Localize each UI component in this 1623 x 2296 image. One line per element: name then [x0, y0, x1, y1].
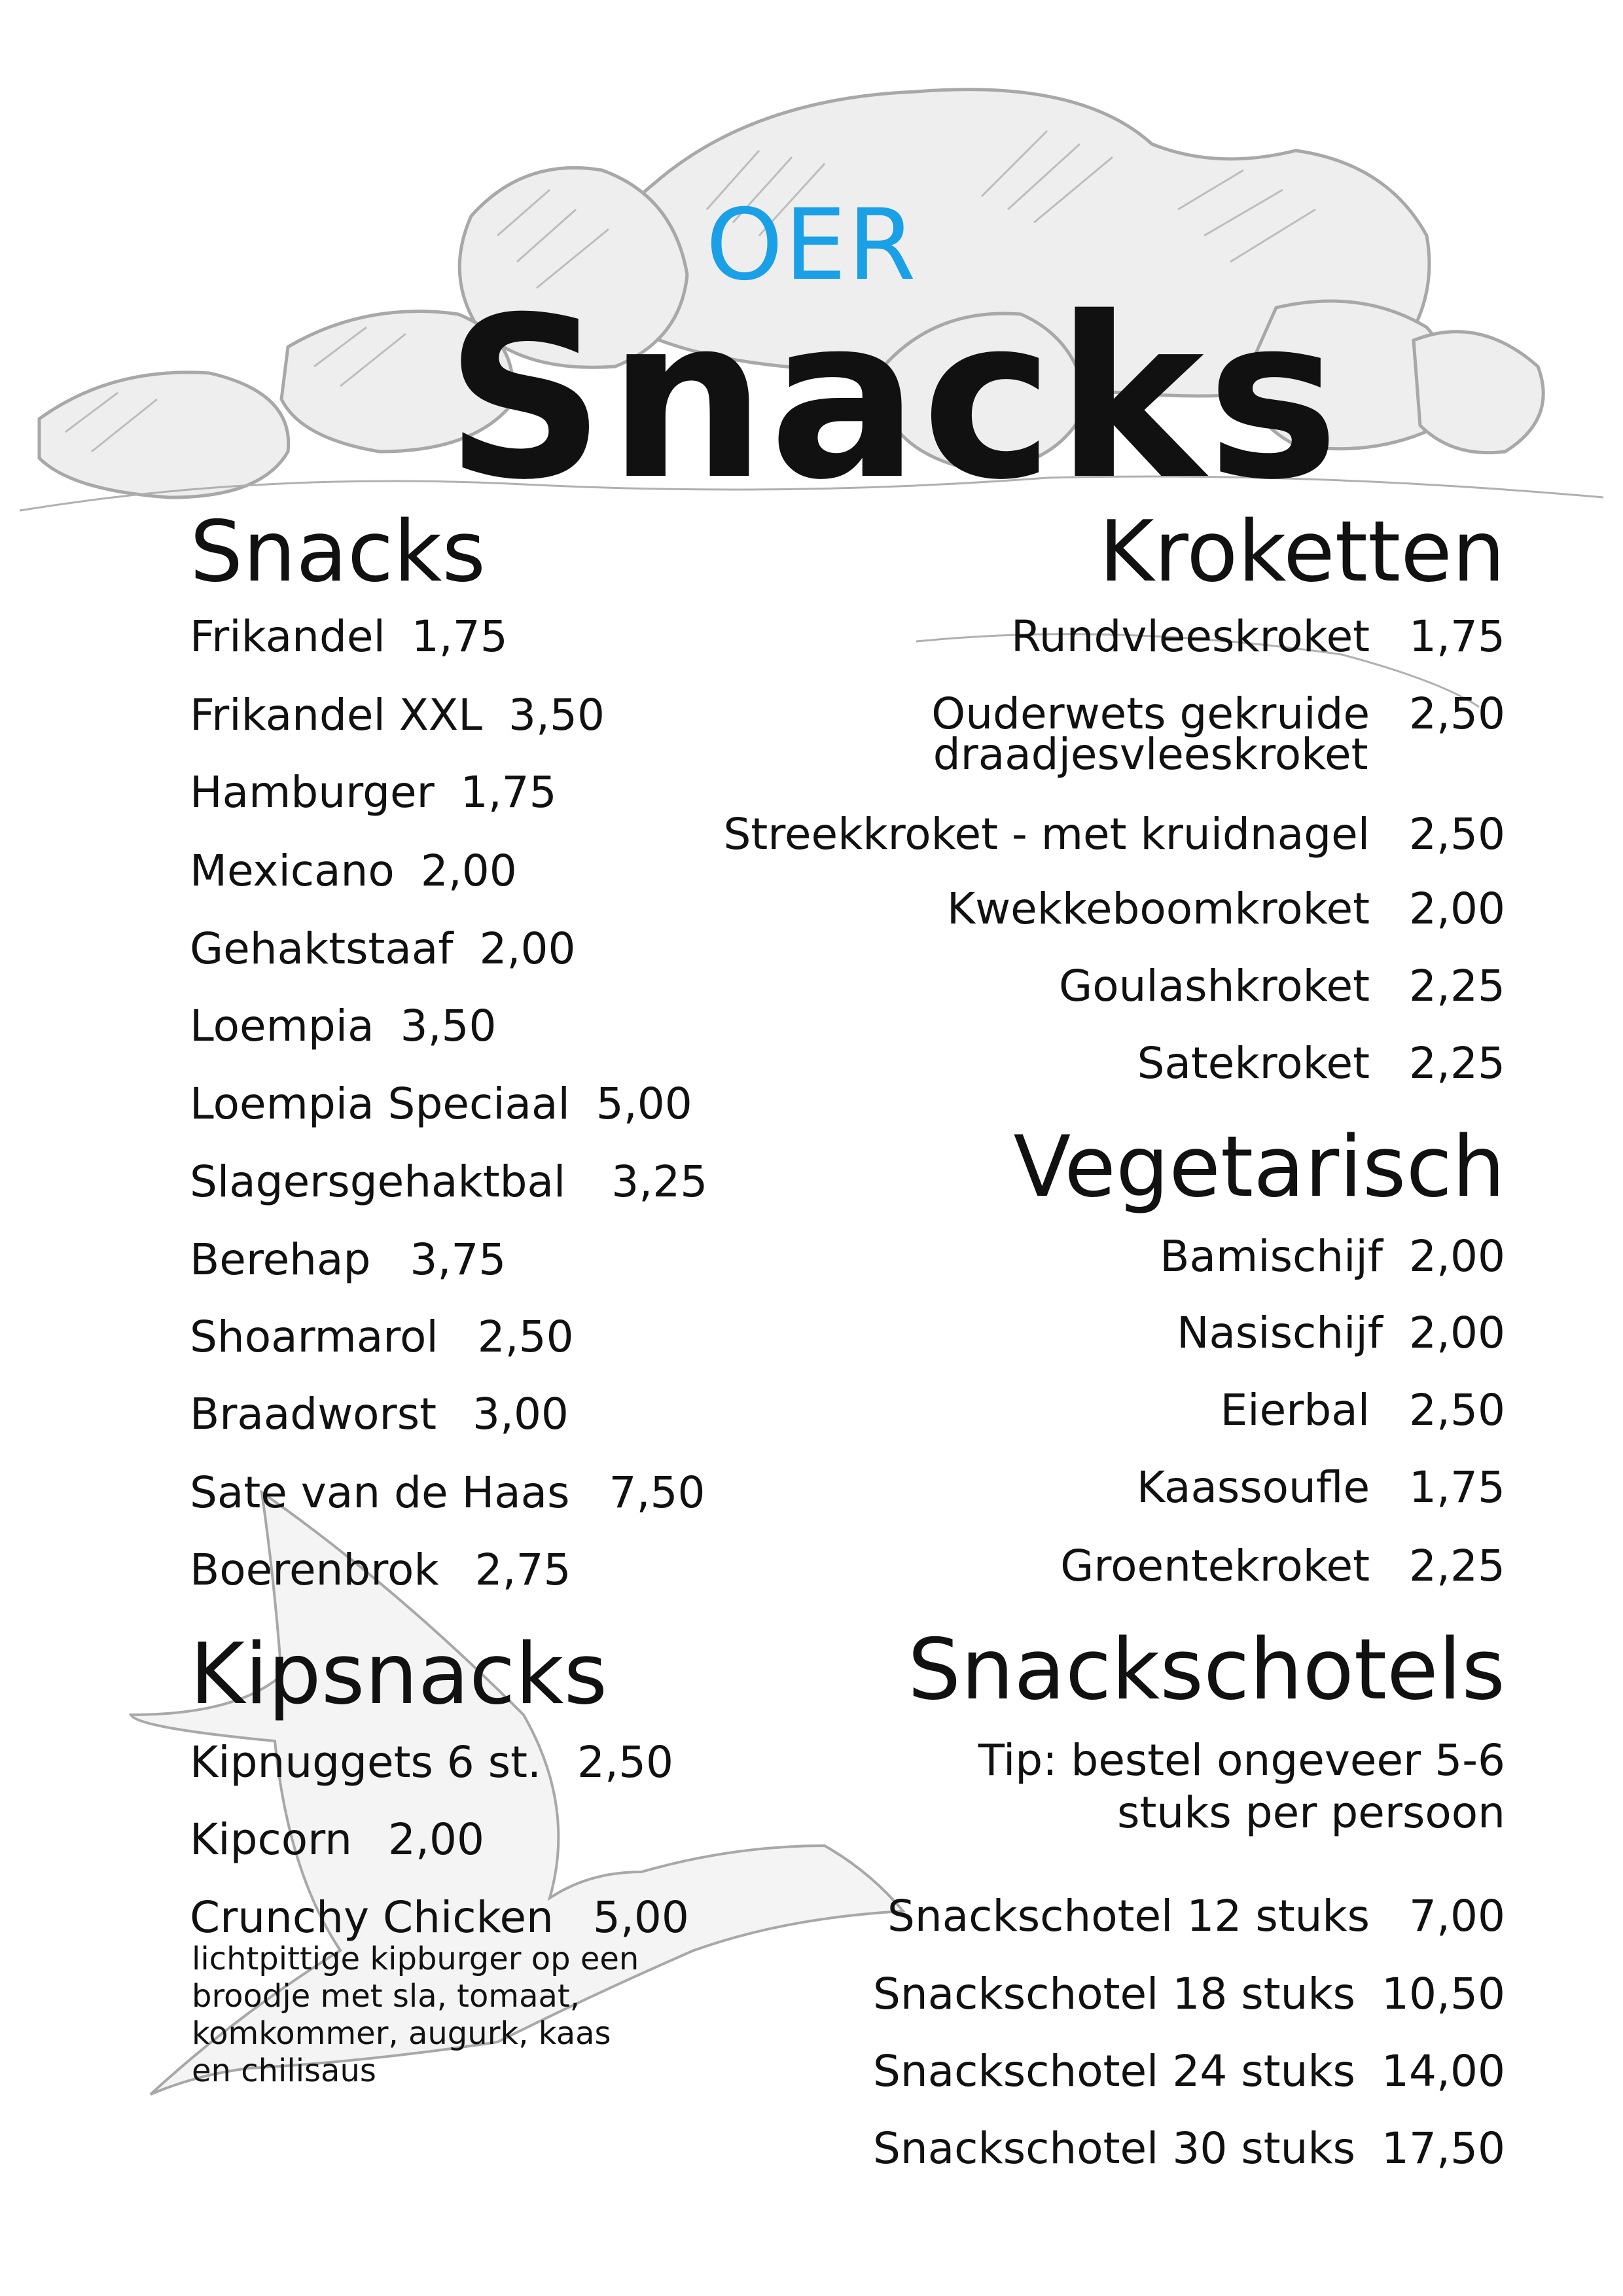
item-price: 5,00 — [596, 1079, 692, 1129]
item-price: 2,00 — [1409, 1231, 1505, 1282]
item-price: 1,75 — [411, 611, 508, 662]
item-price: 14,00 — [1382, 2046, 1505, 2096]
menu-item — [723, 809, 1505, 859]
item-name: Bamischijf — [1160, 1231, 1383, 1282]
item-name: Hamburger — [190, 767, 435, 817]
item-name: Kipnuggets 6 st. — [190, 1737, 542, 1787]
item-name: Slagersgehaktbal — [190, 1157, 566, 1207]
menu-item — [887, 1891, 1505, 1941]
section-heading-kroketten: Kroketten — [1099, 503, 1505, 601]
item-name: Goulashkroket — [1059, 961, 1370, 1011]
brand-name: OER — [705, 188, 918, 302]
item-price: 2,25 — [1409, 961, 1505, 1011]
menu-item — [1177, 1308, 1505, 1358]
item-price: 1,75 — [1409, 611, 1505, 662]
item-name: Streekkroket - met kruidnagel — [723, 809, 1370, 859]
menu-item — [1220, 1385, 1505, 1435]
item-price: 2,50 — [1409, 809, 1505, 859]
tip-text — [978, 1734, 1505, 1839]
item-name: Ouderwets gekruide — [931, 689, 1370, 739]
item-price: 5,00 — [592, 1892, 689, 1943]
item-name: Snackschotel 24 stuks — [873, 2046, 1356, 2096]
menu-item — [946, 884, 1505, 934]
menu-item — [190, 1079, 692, 1129]
menu-item — [1136, 1462, 1505, 1513]
menu-item — [190, 1389, 569, 1439]
description-line: lichtpittige kipburger op een — [192, 1941, 639, 1977]
item-name: Kwekkeboomkroket — [946, 884, 1370, 934]
item-price: 3,00 — [472, 1389, 569, 1439]
item-price: 7,00 — [1409, 1891, 1505, 1941]
item-price: 3,50 — [400, 1001, 497, 1051]
section-heading-snackschotels: Snackschotels — [908, 1621, 1505, 1719]
menu-item — [1137, 1038, 1505, 1088]
item-name: Groentekroket — [1060, 1541, 1370, 1591]
menu-item — [931, 689, 1505, 780]
item-name: Braadworst — [190, 1389, 437, 1439]
item-name: Loempia — [190, 1001, 374, 1051]
menu-item — [190, 1312, 574, 1362]
menu-item — [190, 1545, 571, 1595]
item-price: 2,00 — [1409, 1308, 1505, 1358]
item-name: Loempia Speciaal — [190, 1079, 570, 1129]
section-heading-kipsnacks: Kipsnacks — [190, 1626, 608, 1723]
menu-item — [190, 1001, 497, 1051]
menu-item — [1010, 611, 1505, 662]
item-name: Mexicano — [190, 846, 395, 896]
item-price: 2,50 — [1409, 689, 1505, 739]
menu-item — [190, 1467, 705, 1518]
menu-item — [190, 1892, 689, 1943]
item-name: Berehap — [190, 1234, 371, 1285]
item-price: 2,00 — [387, 1814, 484, 1865]
item-price: 2,00 — [1409, 884, 1505, 934]
item-name: Gehaktstaaf — [190, 924, 454, 974]
menu-item — [190, 846, 517, 896]
tip-line: stuks per persoon — [1117, 1787, 1505, 1838]
item-price: 2,75 — [474, 1545, 571, 1595]
item-name: Kipcorn — [190, 1814, 352, 1865]
item-name: Shoarmarol — [190, 1312, 438, 1362]
menu-item — [190, 611, 508, 662]
item-price: 2,25 — [1409, 1541, 1505, 1591]
menu-item — [190, 1157, 708, 1207]
item-price: 2,50 — [577, 1737, 673, 1787]
menu-item — [190, 924, 576, 974]
item-name: Snackschotel 30 stuks — [873, 2123, 1356, 2174]
item-name: Kaassoufle — [1136, 1462, 1370, 1513]
section-heading-vegetarisch: Vegetarisch — [1013, 1119, 1505, 1216]
item-name: Crunchy Chicken — [190, 1892, 554, 1943]
item-description — [192, 1941, 639, 2090]
item-price: 7,50 — [609, 1467, 705, 1518]
item-name: Frikandel XXL — [190, 690, 482, 740]
item-name: Rundvleeskroket — [1010, 611, 1370, 662]
item-name: Snackschotel 12 stuks — [887, 1891, 1370, 1941]
item-price: 3,75 — [410, 1234, 507, 1285]
item-price: 1,75 — [1409, 1462, 1505, 1513]
item-price: 3,50 — [508, 690, 605, 740]
tip-line: Tip: bestel ongeveer 5-6 — [978, 1735, 1505, 1785]
menu-item — [190, 1814, 484, 1865]
item-price: 17,50 — [1382, 2123, 1505, 2174]
item-name: Nasischijf — [1177, 1308, 1383, 1358]
item-name: Snackschotel 18 stuks — [873, 1969, 1356, 2019]
menu-item — [190, 1737, 673, 1787]
item-name: Eierbal — [1220, 1385, 1370, 1435]
menu-item — [1059, 961, 1505, 1011]
menu-item — [190, 690, 605, 740]
item-price: 2,00 — [420, 846, 517, 896]
menu-item — [873, 2123, 1505, 2174]
menu-item — [190, 767, 557, 817]
description-line: broodje met sla, tomaat, — [192, 1978, 580, 2015]
menu-item — [873, 2046, 1505, 2096]
item-price: 2,50 — [1409, 1385, 1505, 1435]
description-line: komkommer, augurk, kaas — [192, 2015, 611, 2052]
description-line: en chilisaus — [192, 2053, 376, 2089]
item-name-line2: draadjesvleeskroket — [933, 729, 1368, 780]
item-name: Sate van de Haas — [190, 1467, 570, 1518]
item-name: Boerenbrok — [190, 1545, 439, 1595]
item-price: 1,75 — [460, 767, 557, 817]
page-title: Snacks — [445, 270, 1342, 529]
item-name: Frikandel — [190, 611, 385, 662]
menu-item — [1060, 1541, 1505, 1591]
item-name: Satekroket — [1137, 1038, 1370, 1088]
menu-item — [190, 1234, 507, 1285]
menu-item — [1160, 1231, 1505, 1282]
item-price: 2,00 — [479, 924, 576, 974]
item-price: 2,25 — [1409, 1038, 1505, 1088]
item-price: 10,50 — [1382, 1969, 1505, 2019]
item-price: 2,50 — [477, 1312, 574, 1362]
item-price: 3,25 — [611, 1157, 708, 1207]
section-heading-snacks: Snacks — [190, 503, 486, 601]
menu-item — [873, 1969, 1505, 2019]
